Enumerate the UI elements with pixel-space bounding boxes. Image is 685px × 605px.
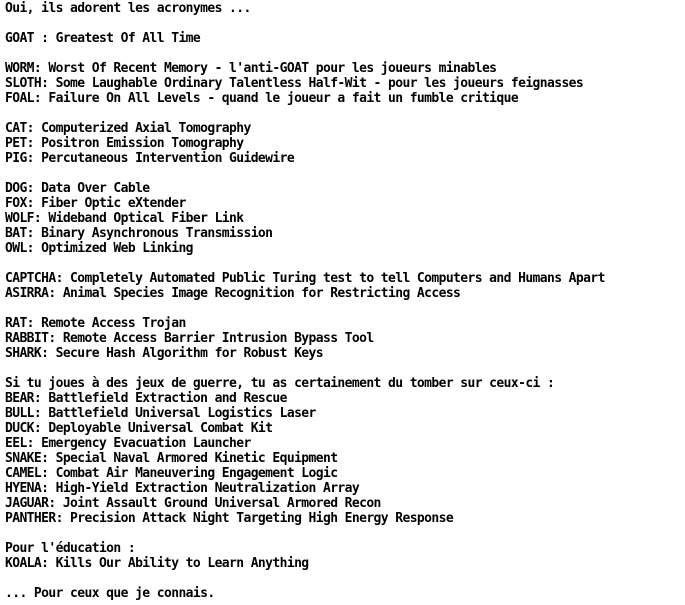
fox-line: FOX: Fiber Optic eXtender [5,196,186,211]
goat-line: GOAT : Greatest Of All Time [5,31,201,46]
worm-line: WORM: Worst Of Recent Memory - l'anti-GOAT pour les joueurs minables [5,61,497,76]
duck-line: DUCK: Deployable Universal Combat Kit [5,421,273,436]
edu-intro-text: Pour l'éducation : [5,541,136,556]
acronym-document [5,1,683,601]
rat-line: RAT: Remote Access Trojan [5,316,186,331]
panther-line: PANTHER: Precision Attack Night Targeting High Energy Response [5,511,454,526]
captcha-line: CAPTCHA: Completely Automated Public Turing test to tell Computers and Humans Apart [5,271,605,286]
wolf-line: WOLF: Wideband Optical Fiber Link [5,211,244,226]
bear-line: BEAR: Battlefield Extraction and Rescue [5,391,287,406]
camel-line: CAMEL: Combat Air Maneuvering Engagement Logic [5,466,338,481]
dog-line: DOG: Data Over Cable [5,181,150,196]
spacer [5,106,683,121]
spacer [5,301,683,316]
hyena-line: HYENA: High-Yield Extraction Neutralization Array [5,481,360,496]
spacer [5,16,683,31]
shark-line: SHARK: Secure Hash Algorithm for Robust Keys [5,346,323,361]
eel-line: EEL: Emergency Evacuation Launcher [5,436,251,451]
jaguar-line: JAGUAR: Joint Assault Ground Universal Armored Recon [5,496,381,511]
spacer [5,256,683,271]
snake-line: SNAKE: Special Naval Armored Kinetic Equipment [5,451,338,466]
owl-line: OWL: Optimized Web Linking [5,241,193,256]
bull-line: BULL: Battlefield Universal Logistics Laser [5,406,316,421]
pig-line: PIG: Percutaneous Intervention Guidewire [5,151,295,166]
koala-line: KOALA: Kills Our Ability to Learn Anything [5,556,309,571]
sloth-line: SLOTH: Some Laughable Ordinary Talentless Half-Wit - pour les joueurs feignasses [5,76,584,91]
pet-line: PET: Positron Emission Tomography [5,136,244,151]
bat-line: BAT: Binary Asynchronous Transmission [5,226,273,241]
war-intro-text: Si tu joues à des jeux de guerre, tu as certainement du tomber sur ceux-ci : [5,376,555,391]
outro-text: ... Pour ceux que je connais. [5,586,215,601]
spacer [5,46,683,61]
intro-text: Oui, ils adorent les acronymes ... [5,1,251,16]
foal-line: FOAL: Failure On All Levels - quand le joueur a fait un fumble critique [5,91,519,106]
spacer [5,361,683,376]
spacer [5,571,683,586]
spacer [5,526,683,541]
rabbit-line: RABBIT: Remote Access Barrier Intrusion Bypass Tool [5,331,374,346]
asirra-line: ASIRRA: Animal Species Image Recognition for Restricting Access [5,286,461,301]
cat-line: CAT: Computerized Axial Tomography [5,121,251,136]
spacer [5,166,683,181]
